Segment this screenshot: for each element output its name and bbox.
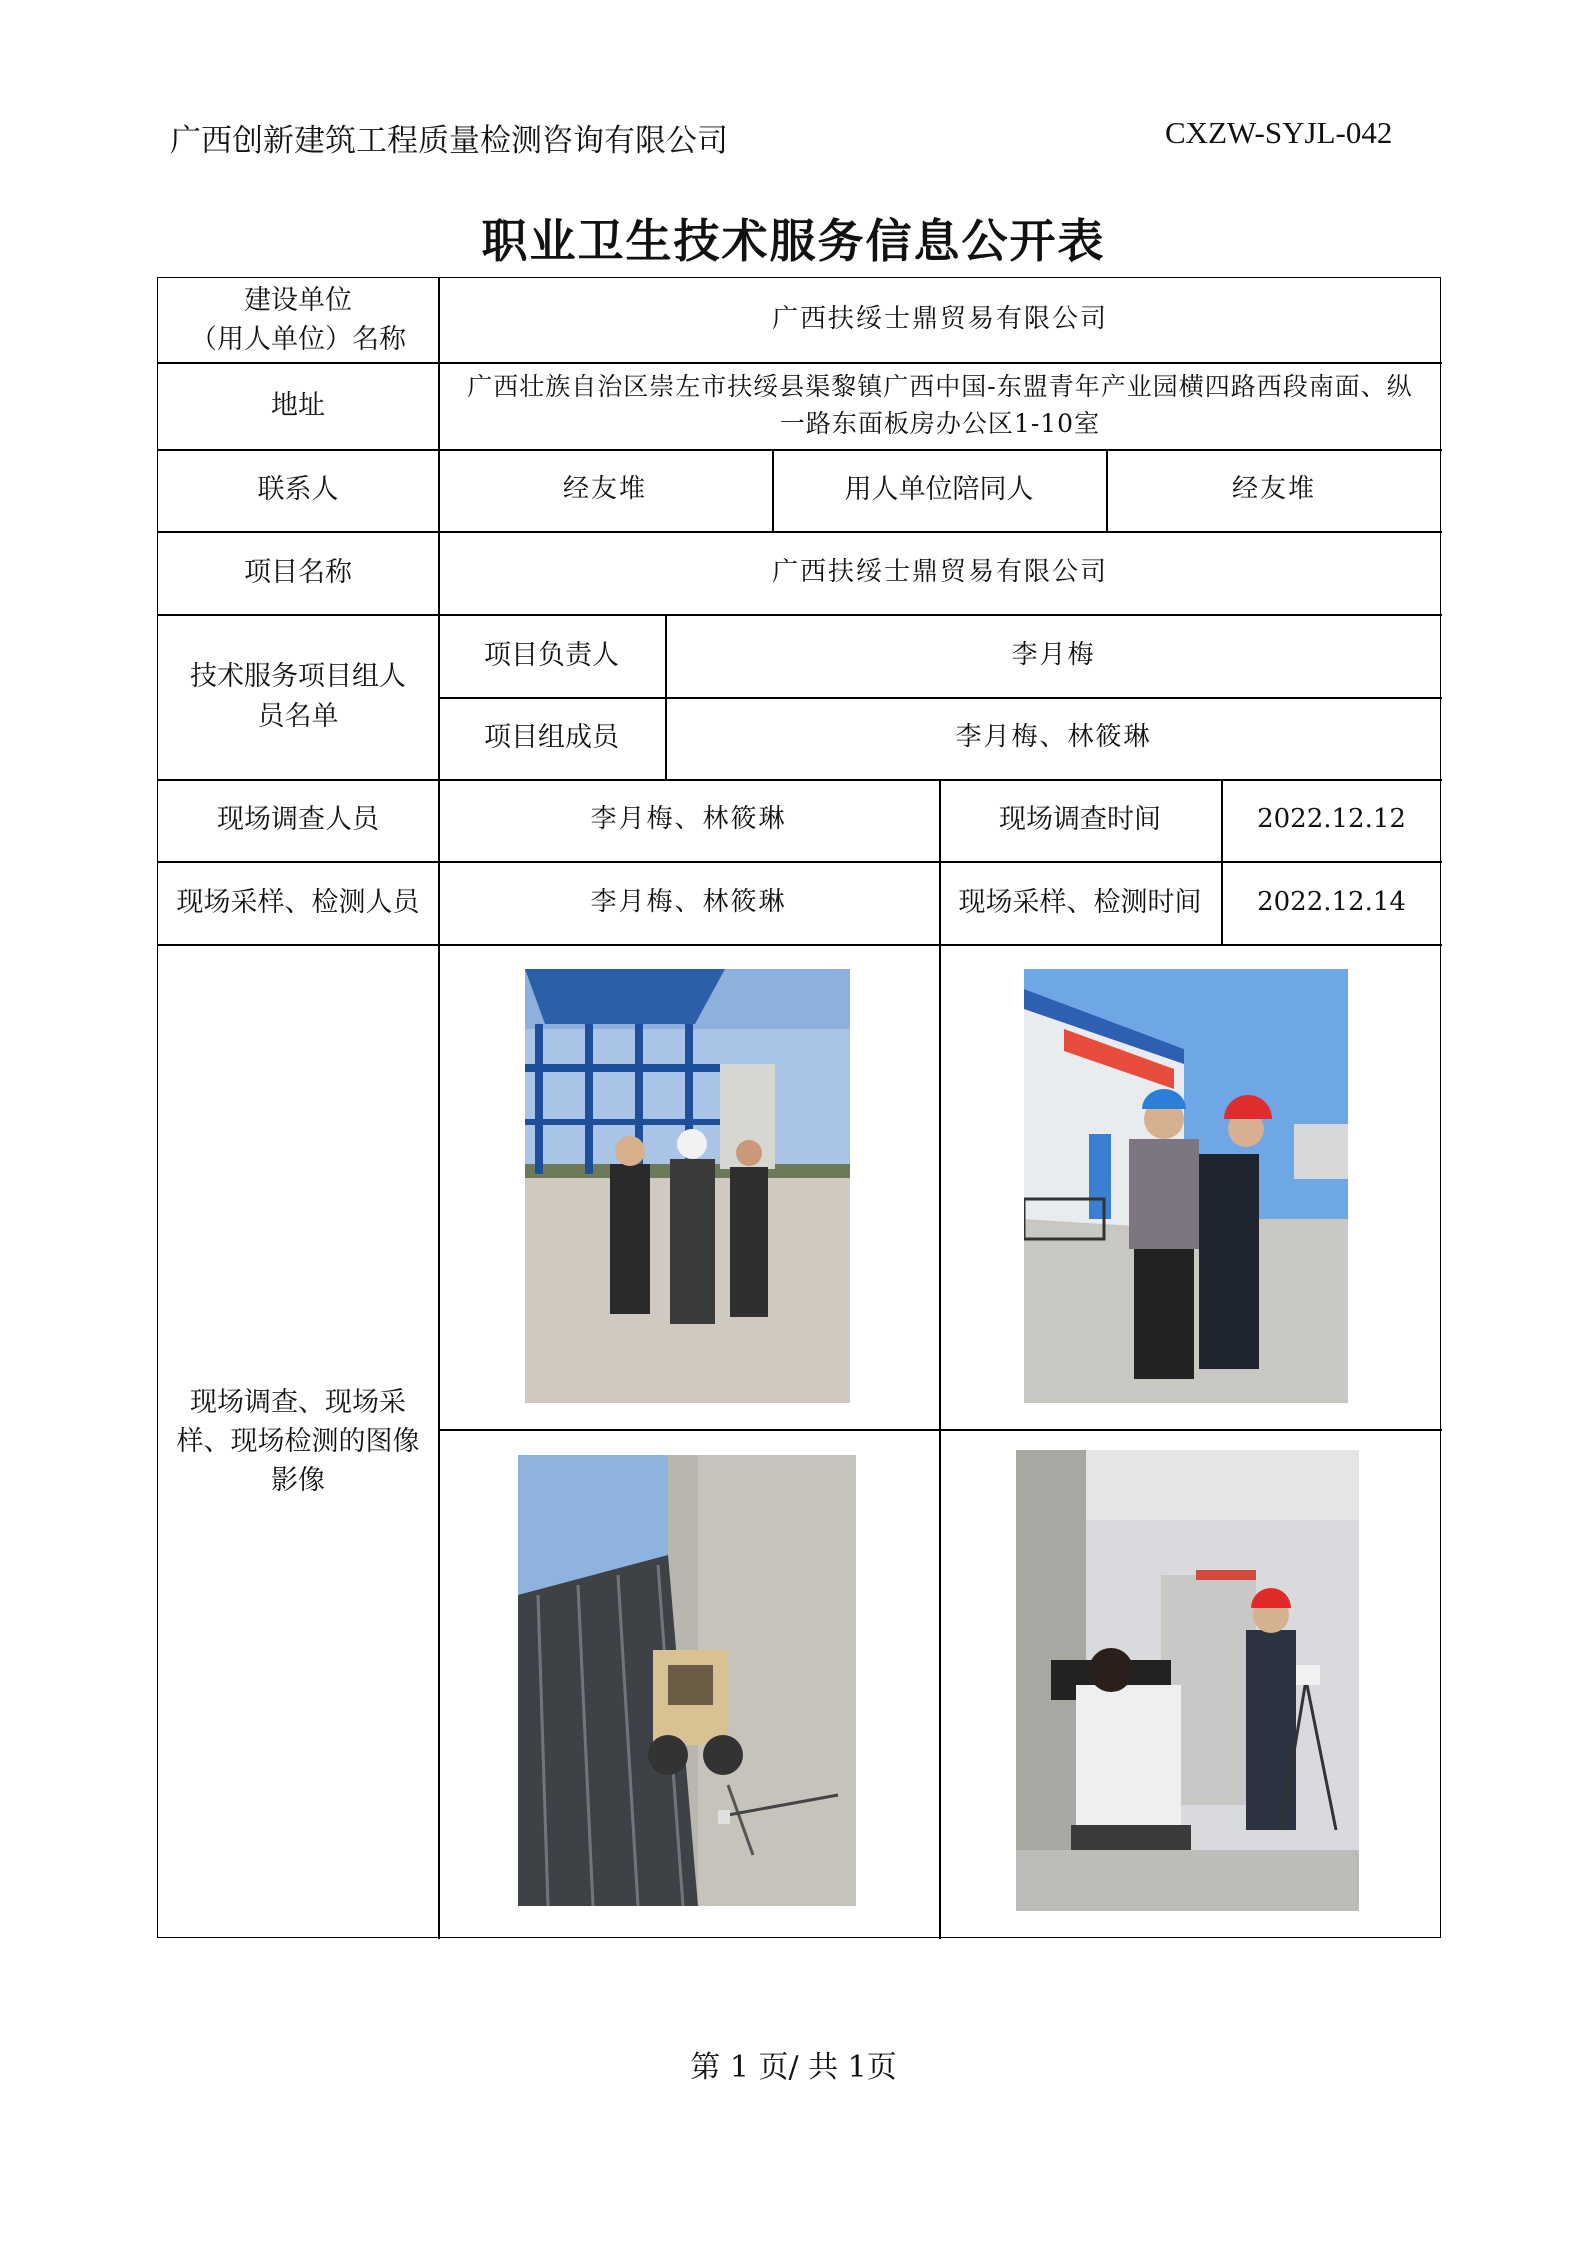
survey-people-label: 现场调查人员 xyxy=(217,804,379,836)
sampling-photo xyxy=(1024,969,1348,1403)
project-value: 广西扶绥士鼎贸易有限公司 xyxy=(771,556,1108,587)
members-value: 李月梅、林筱琳 xyxy=(955,722,1152,753)
info-table xyxy=(157,277,1441,1938)
unit-value: 广西扶绥士鼎贸易有限公司 xyxy=(771,304,1108,335)
sampling-people-value: 李月梅、林筱琳 xyxy=(590,886,787,917)
survey-time-value: 2022.12.12 xyxy=(1257,804,1406,835)
escort-label: 用人单位陪同人 xyxy=(844,474,1034,506)
contact-value: 经友堆 xyxy=(562,474,647,505)
project-label: 项目名称 xyxy=(244,556,352,588)
leader-value: 李月梅 xyxy=(1011,639,1096,670)
escort-value: 经友堆 xyxy=(1231,474,1316,505)
team-label: 技术服务项目组人员名单 xyxy=(190,661,406,732)
contact-label: 联系人 xyxy=(257,474,339,506)
address-label: 地址 xyxy=(271,389,325,421)
survey-people-value: 李月梅、林筱琳 xyxy=(590,804,787,835)
leader-label: 项目负责人 xyxy=(484,639,619,671)
survey-time-label: 现场调查时间 xyxy=(999,804,1161,836)
sampling-time-label: 现场采样、检测时间 xyxy=(958,886,1202,918)
document-code: CXZW-SYJL-042 xyxy=(1165,115,1393,150)
unit-label: 建设单位 （用人单位）名称 xyxy=(190,284,406,355)
images-label: 现场调查、现场采样、现场检测的图像影像 xyxy=(176,1386,420,1497)
sampling-people-label: 现场采样、检测人员 xyxy=(176,886,420,918)
address-value: 广西壮族自治区崇左市扶绥县渠黎镇广西中国-东盟青年产业园横四路西段南面、纵一路东面板房办公区1-10室 xyxy=(467,372,1413,438)
page-footer: 第 1 页/ 共 1页 xyxy=(690,2050,897,2085)
page-title: 职业卫生技术服务信息公开表 xyxy=(481,214,1106,268)
indoor-detection-photo xyxy=(1016,1450,1359,1911)
company-name: 广西创新建筑工程质量检测咨询有限公司 xyxy=(170,123,728,159)
dust-sampling-photo xyxy=(518,1455,856,1906)
site-survey-photo xyxy=(525,969,850,1403)
members-label: 项目组成员 xyxy=(484,722,619,754)
sampling-time-value: 2022.12.14 xyxy=(1257,886,1406,917)
